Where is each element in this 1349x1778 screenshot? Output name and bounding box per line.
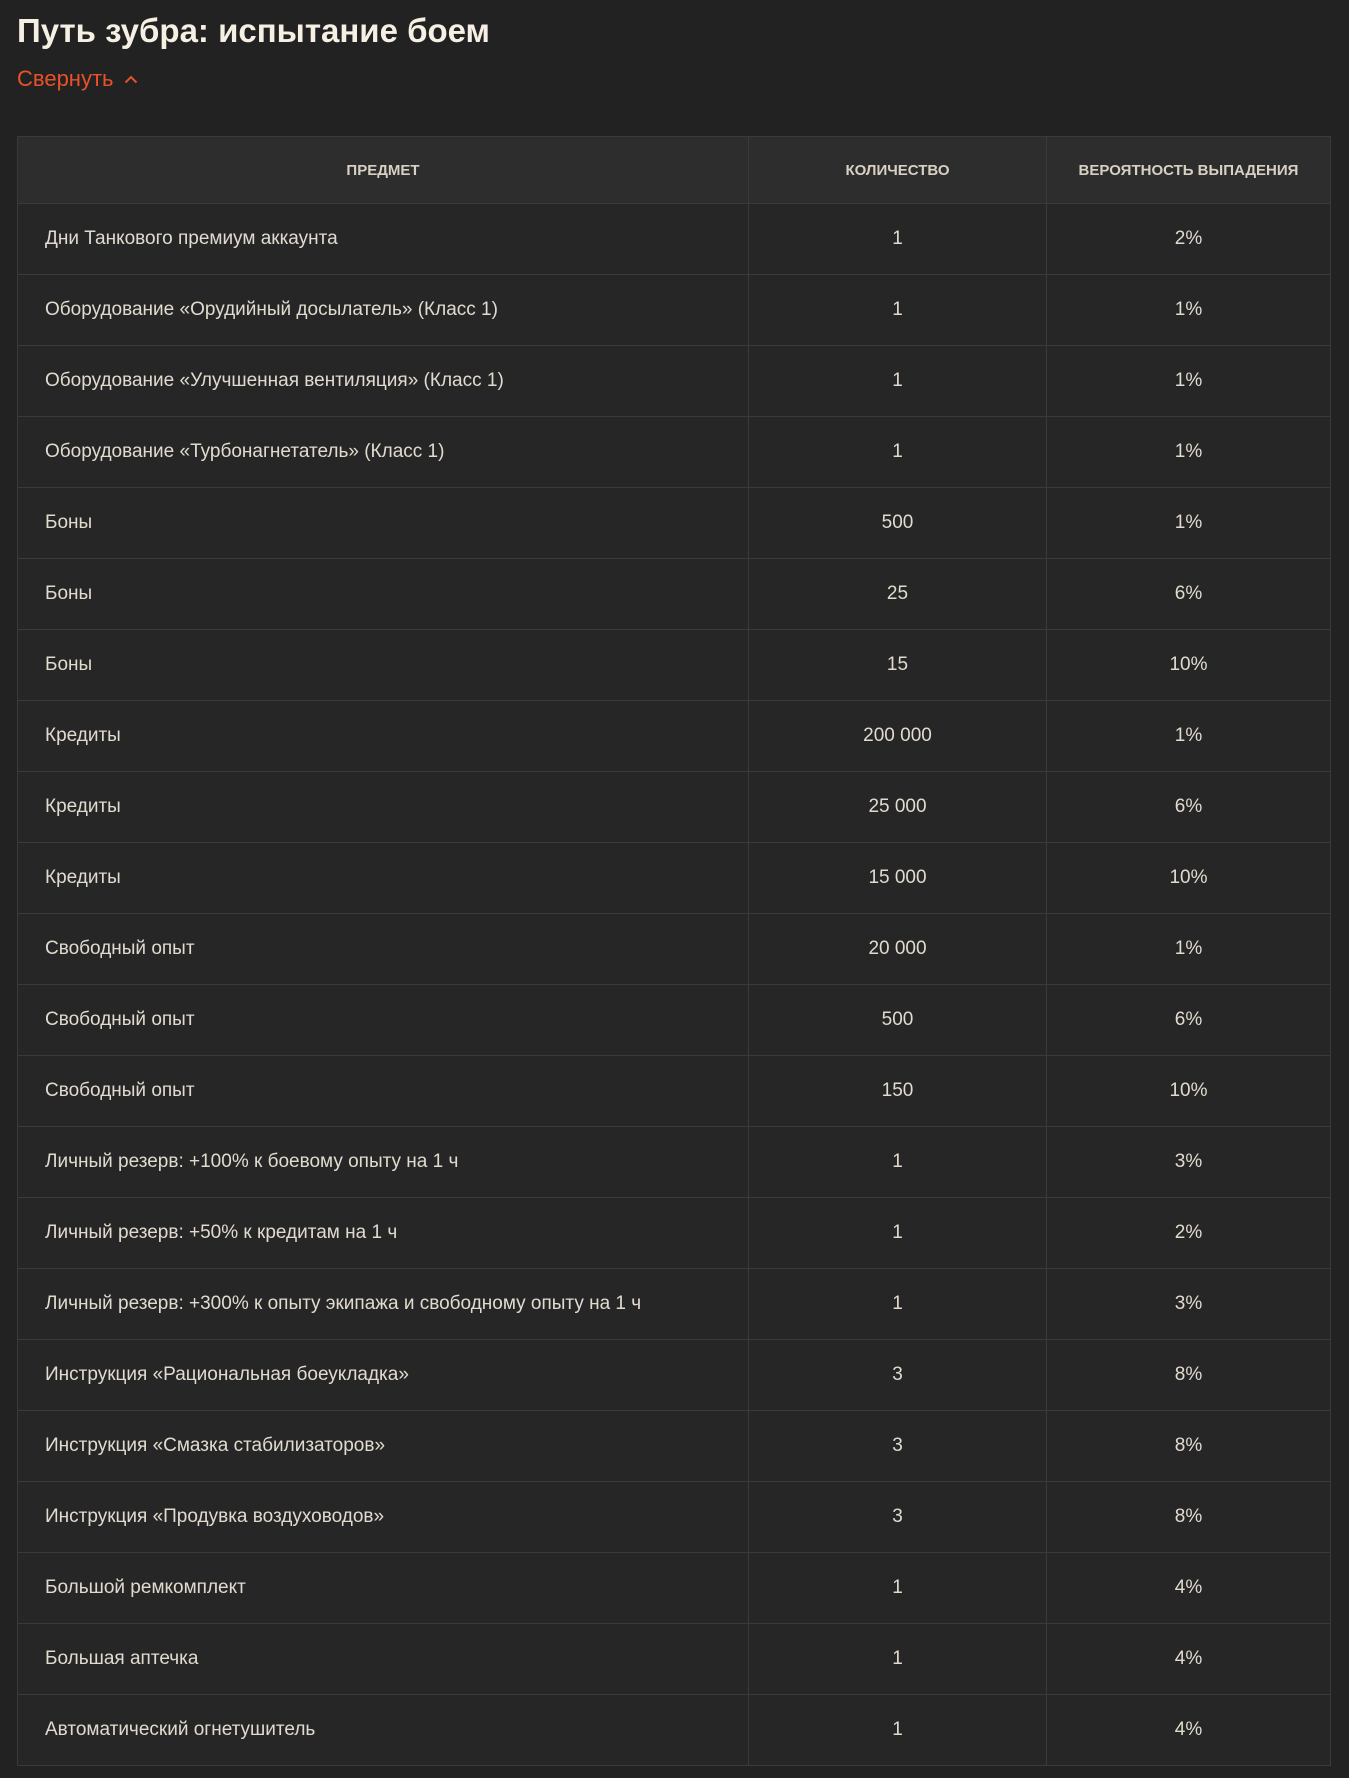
table-row [18, 275, 1331, 346]
table-row [18, 417, 1331, 488]
header-probability: ВЕРОЯТНОСТЬ ВЫПАДЕНИЯ [1047, 137, 1331, 204]
quantity-cell: 1 [749, 1624, 1047, 1695]
table-row [18, 1340, 1331, 1411]
item-cell: Инструкция «Продувка воздуховодов» [18, 1482, 749, 1553]
quantity-cell: 15 000 [749, 843, 1047, 914]
quantity-cell: 200 000 [749, 701, 1047, 772]
header-item: ПРЕДМЕТ [18, 137, 749, 204]
table-row [18, 1198, 1331, 1269]
probability-cell: 10% [1047, 1056, 1331, 1127]
table-row [18, 346, 1331, 417]
table-row [18, 772, 1331, 843]
probability-cell: 4% [1047, 1553, 1331, 1624]
quantity-cell: 25 000 [749, 772, 1047, 843]
table-row [18, 1056, 1331, 1127]
quantity-cell: 25 [749, 559, 1047, 630]
item-cell: Инструкция «Смазка стабилизаторов» [18, 1411, 749, 1482]
item-cell: Личный резерв: +300% к опыту экипажа и свободному опыту на 1 ч [18, 1269, 749, 1340]
item-cell: Большая аптечка [18, 1624, 749, 1695]
item-cell: Оборудование «Турбонагнетатель» (Класс 1) [18, 417, 749, 488]
probability-cell: 1% [1047, 275, 1331, 346]
table-row [18, 843, 1331, 914]
quantity-cell: 150 [749, 1056, 1047, 1127]
item-cell: Кредиты [18, 772, 749, 843]
table-row [18, 1482, 1331, 1553]
item-cell: Боны [18, 488, 749, 559]
item-cell: Свободный опыт [18, 985, 749, 1056]
probability-cell: 8% [1047, 1411, 1331, 1482]
probability-cell: 10% [1047, 630, 1331, 701]
probability-cell: 4% [1047, 1695, 1331, 1766]
item-cell: Автоматический огнетушитель [18, 1695, 749, 1766]
probability-cell: 2% [1047, 1198, 1331, 1269]
quantity-cell: 1 [749, 1695, 1047, 1766]
table-row [18, 701, 1331, 772]
probability-cell: 1% [1047, 417, 1331, 488]
table-header-row [18, 137, 1331, 204]
probability-cell: 6% [1047, 985, 1331, 1056]
item-cell: Оборудование «Орудийный досылатель» (Класс 1) [18, 275, 749, 346]
table-row [18, 559, 1331, 630]
item-cell: Большой ремкомплект [18, 1553, 749, 1624]
table-row [18, 1269, 1331, 1340]
quantity-cell: 1 [749, 417, 1047, 488]
table-row [18, 1127, 1331, 1198]
quantity-cell: 1 [749, 1553, 1047, 1624]
quantity-cell: 3 [749, 1411, 1047, 1482]
probability-cell: 3% [1047, 1269, 1331, 1340]
probability-cell: 6% [1047, 772, 1331, 843]
item-cell: Личный резерв: +100% к боевому опыту на 1 ч [18, 1127, 749, 1198]
probability-cell: 4% [1047, 1624, 1331, 1695]
probability-cell: 1% [1047, 346, 1331, 417]
collapse-label: Свернуть [17, 66, 114, 91]
quantity-cell: 3 [749, 1482, 1047, 1553]
item-cell: Кредиты [18, 843, 749, 914]
item-cell: Свободный опыт [18, 914, 749, 985]
item-cell: Кредиты [18, 701, 749, 772]
quantity-cell: 1 [749, 1127, 1047, 1198]
table-row [18, 914, 1331, 985]
chevron-up-icon [124, 74, 138, 84]
item-cell: Боны [18, 559, 749, 630]
probability-cell: 1% [1047, 488, 1331, 559]
quantity-cell: 15 [749, 630, 1047, 701]
table-row [18, 1695, 1331, 1766]
table-row [18, 488, 1331, 559]
table-row [18, 1553, 1331, 1624]
item-cell: Инструкция «Рациональная боеукладка» [18, 1340, 749, 1411]
probability-cell: 6% [1047, 559, 1331, 630]
drop-table [17, 136, 1331, 1766]
probability-cell: 1% [1047, 701, 1331, 772]
collapse-toggle[interactable] [17, 66, 138, 92]
probability-cell: 3% [1047, 1127, 1331, 1198]
probability-cell: 8% [1047, 1482, 1331, 1553]
table-row [18, 204, 1331, 275]
quantity-cell: 500 [749, 488, 1047, 559]
table-row [18, 985, 1331, 1056]
probability-cell: 2% [1047, 204, 1331, 275]
quantity-cell: 1 [749, 204, 1047, 275]
probability-cell: 10% [1047, 843, 1331, 914]
table-row [18, 630, 1331, 701]
table-row [18, 1411, 1331, 1482]
item-cell: Боны [18, 630, 749, 701]
drop-table-container [17, 136, 1330, 1766]
quantity-cell: 1 [749, 346, 1047, 417]
page-title: Путь зубра: испытание боем [17, 12, 490, 49]
item-cell: Личный резерв: +50% к кредитам на 1 ч [18, 1198, 749, 1269]
probability-cell: 8% [1047, 1340, 1331, 1411]
item-cell: Дни Танкового премиум аккаунта [18, 204, 749, 275]
quantity-cell: 1 [749, 1269, 1047, 1340]
probability-cell: 1% [1047, 914, 1331, 985]
quantity-cell: 1 [749, 1198, 1047, 1269]
header-quantity: КОЛИЧЕСТВО [749, 137, 1047, 204]
quantity-cell: 20 000 [749, 914, 1047, 985]
item-cell: Оборудование «Улучшенная вентиляция» (Класс 1) [18, 346, 749, 417]
item-cell: Свободный опыт [18, 1056, 749, 1127]
quantity-cell: 500 [749, 985, 1047, 1056]
table-row [18, 1624, 1331, 1695]
quantity-cell: 3 [749, 1340, 1047, 1411]
quantity-cell: 1 [749, 275, 1047, 346]
